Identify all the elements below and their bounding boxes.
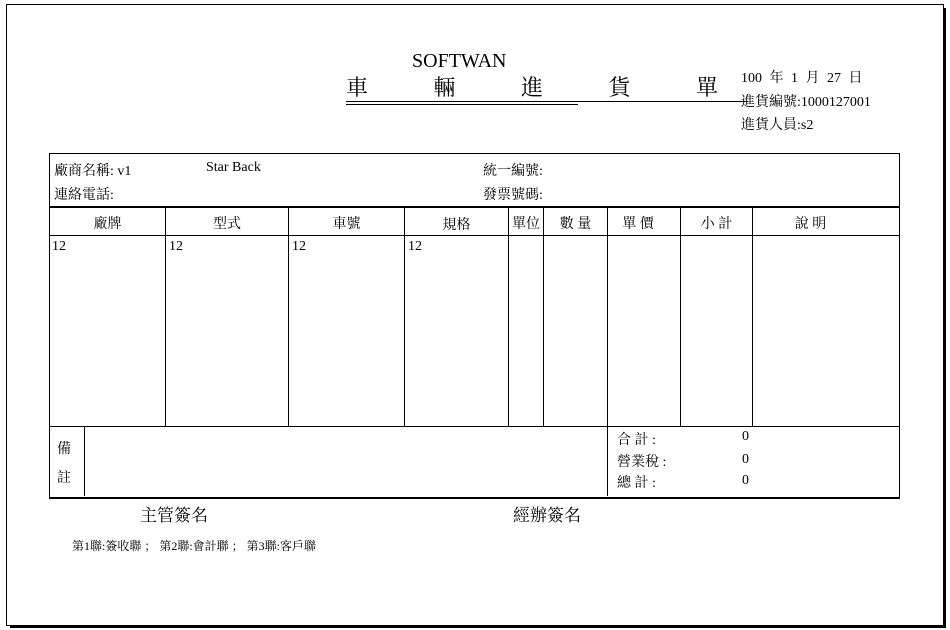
document-date: 100 年 1 月 27 日 — [741, 71, 863, 86]
col-header-unit: 單位 — [512, 217, 540, 232]
vendor-name — [54, 160, 131, 180]
remarks-label-top: 備 — [57, 442, 71, 457]
table-cell-spec: 12 — [408, 239, 422, 254]
col-divider — [288, 207, 289, 426]
receiving-staff — [741, 114, 813, 134]
title-underline — [346, 104, 578, 105]
col-header-model: 型式 — [213, 217, 241, 232]
subtotal-value: 0 — [742, 429, 749, 444]
col-header-quantity: 數 量 — [559, 217, 592, 232]
table-cell-brand: 12 — [52, 239, 66, 254]
receipt-number-value: 1000127001 — [800, 95, 871, 110]
tax-id-label: 統一編號: — [483, 164, 543, 179]
col-header-description: 說 明 — [794, 217, 827, 232]
table-cell-vehicle-no: 12 — [292, 239, 306, 254]
vendor-name-label: 廠商名稱: — [54, 164, 114, 179]
col-divider — [680, 207, 681, 426]
grand-total-label: 總 計 : — [617, 476, 656, 491]
col-divider — [404, 207, 405, 426]
receipt-number-label: 進貨編號: — [741, 95, 801, 110]
receipt-number — [741, 91, 871, 111]
vendor-name-value: v1 — [117, 164, 132, 179]
header-row-divider — [49, 235, 899, 236]
col-divider — [543, 207, 544, 426]
col-divider — [165, 207, 166, 426]
remarks-label-divider — [84, 426, 85, 496]
receiving-staff-label: 進貨人員: — [741, 118, 801, 133]
col-header-brand: 廠牌 — [93, 217, 122, 232]
col-divider — [508, 207, 509, 426]
handler-signature-label: 經辦簽名 — [513, 506, 581, 525]
col-divider — [607, 207, 608, 426]
remarks-totals-box — [49, 426, 900, 499]
subtotal-label: 合 計 : — [617, 433, 656, 448]
copies-footnote: 第1聯:簽收聯 ； 第2聯:會計聯 ； 第3聯:客戶聯 — [72, 539, 317, 553]
receiving-staff-value: s2 — [800, 118, 814, 133]
col-divider — [752, 207, 753, 426]
table-cell-model: 12 — [169, 239, 183, 254]
invoice-number-label: 發票號碼: — [483, 188, 543, 203]
col-header-spec: 規格 — [442, 218, 471, 233]
col-header-unit-price: 單 價 — [622, 217, 654, 232]
manager-signature-label: 主管簽名 — [140, 506, 208, 525]
col-header-vehicle-no: 車號 — [332, 217, 361, 232]
tax-label: 營業稅 : — [617, 455, 667, 470]
vendor-phone-label: 連絡電話: — [54, 188, 114, 203]
totals-divider — [607, 426, 608, 496]
col-header-subtotal: 小 計 — [700, 217, 733, 232]
document-title: 車 輛 進 貨 單 — [346, 75, 749, 100]
tax-value: 0 — [742, 452, 749, 467]
vendor-info-box — [49, 153, 900, 208]
company-name: SOFTWAN — [412, 50, 507, 72]
vendor-extra: Star Back — [206, 160, 261, 175]
remarks-label-bottom: 註 — [57, 471, 71, 486]
grand-total-value: 0 — [742, 473, 749, 488]
